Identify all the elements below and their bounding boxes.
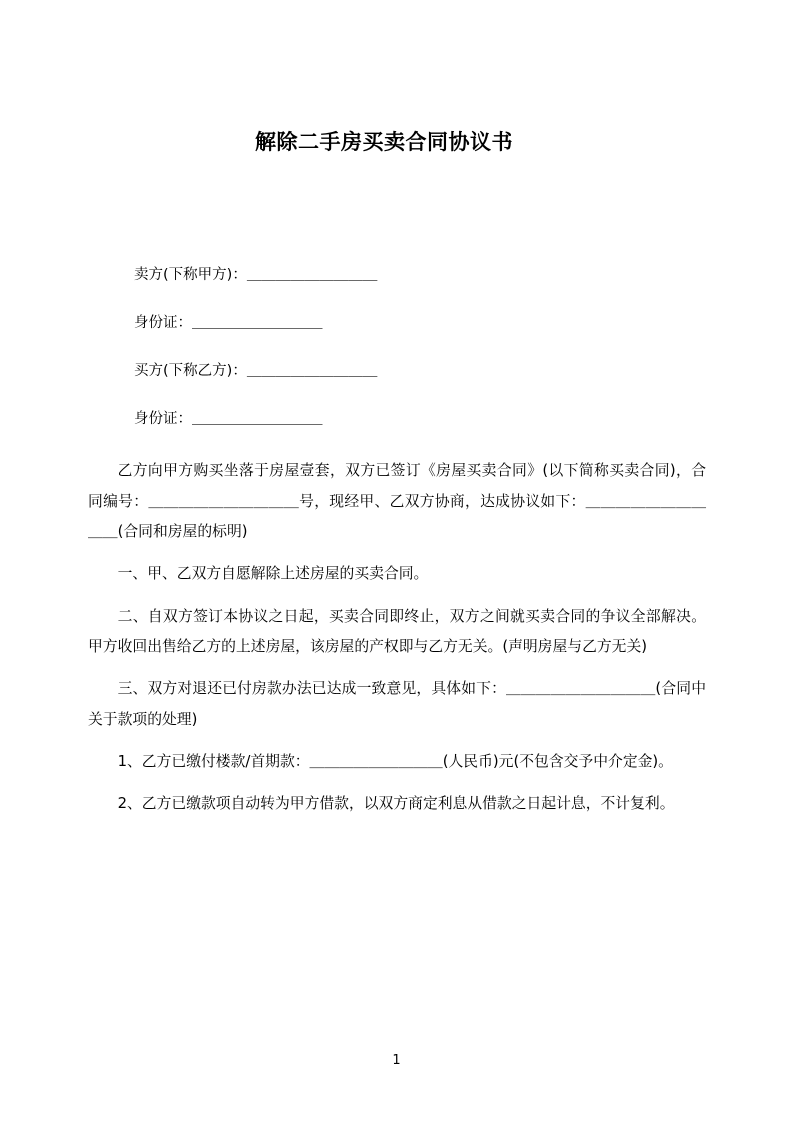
paragraph-clause-3-item-2: 2、乙方已缴款项自动转为甲方借款，以双方商定利息从借款之日起计息，不计复利。 [117,795,675,813]
party-line-seller: 卖方(下称甲方)：＿＿＿＿＿＿＿＿＿ [134,267,378,284]
party-line-buyer: 买方(下称乙方)：＿＿＿＿＿＿＿＿＿ [134,362,378,379]
page-number: 1 [392,1053,401,1068]
paragraph-clause-3-item-1: 1、乙方已缴付楼款/首期款：＿＿＿＿＿＿＿＿＿(人民币)元(不包含交予中介定金)。 [117,753,673,771]
document-body [88,0,706,832]
paragraph-clause-3: 三、双方对退还已付房款办法已达成一致意见，具体如下：＿＿＿＿＿＿＿＿＿＿(合同中关于款项的处理) [88,680,706,728]
party-info-block [88,265,706,430]
page-title: 解除二手房买卖合同协议书 [255,130,513,154]
paragraph-clause-1: 一、甲、乙双方自愿解除上述房屋的买卖合同。 [117,565,429,583]
paragraph-clause-2: 二、自双方签订本协议之日起，买卖合同即终止，双方之间就买卖合同的争议全部解决。甲方收回出售给乙方的上述房屋，该房屋的产权即与乙方无关。(声明房屋与乙方无关) [88,607,706,656]
party-line-seller-id: 身份证：＿＿＿＿＿＿＿＿＿ [134,315,323,332]
agreement-clauses [88,456,706,819]
paragraph-preamble: 乙方向甲方购买坐落于房屋壹套，双方已签订《房屋买卖合同》(以下简称买卖合同)，合同编号：＿＿＿＿＿＿＿＿＿＿号，现经甲、乙双方协商，达成协议如下：＿＿＿＿＿＿＿＿＿＿(合同和房屋的标明) [88,462,706,541]
party-line-buyer-id: 身份证：＿＿＿＿＿＿＿＿＿ [134,410,323,427]
